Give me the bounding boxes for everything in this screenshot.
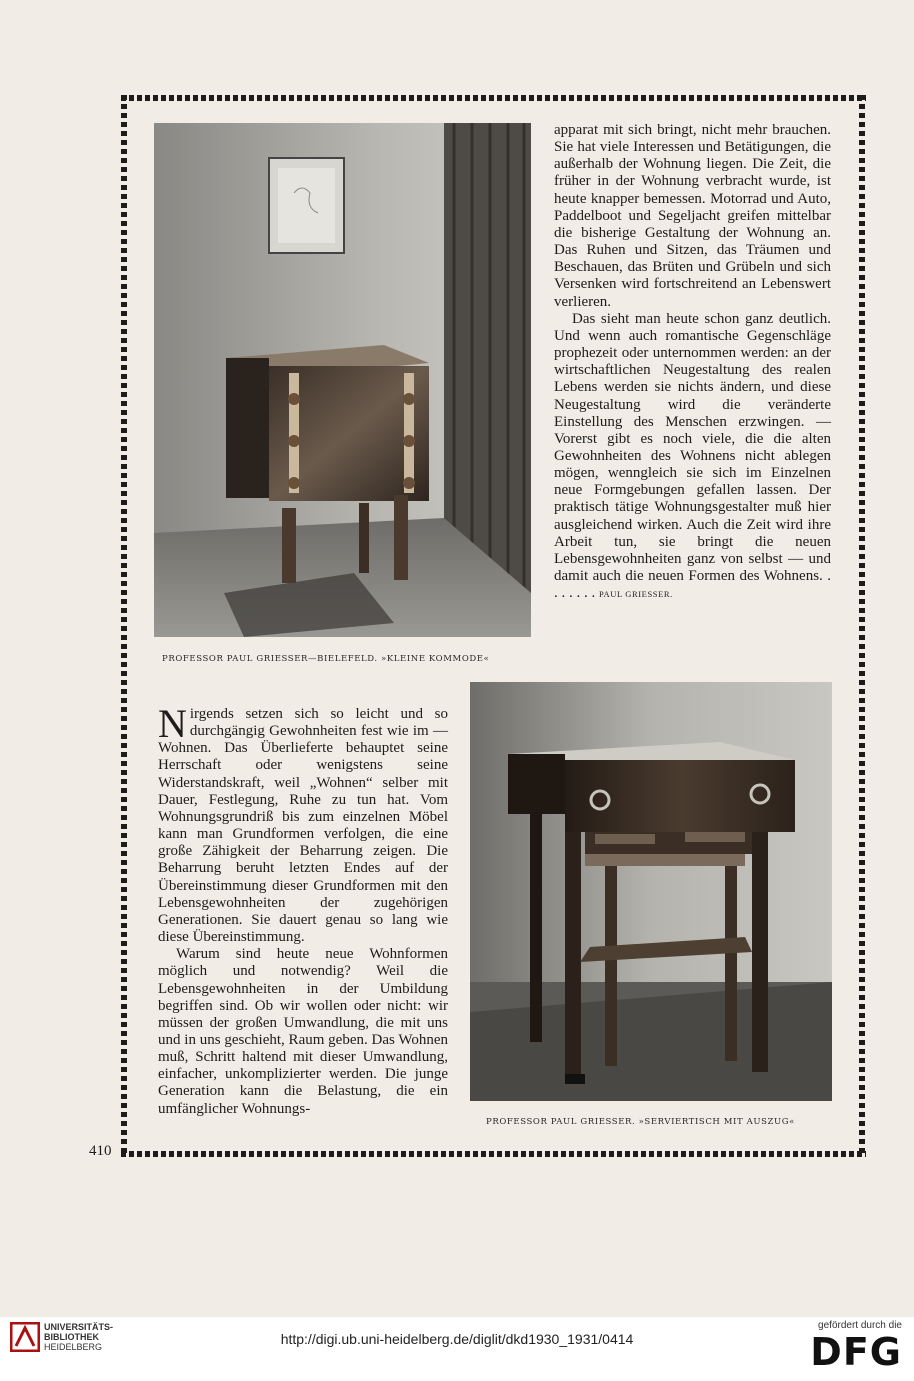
author-signature: PAUL GRIESSER. [599, 589, 673, 600]
dropcap: N [158, 701, 187, 746]
caption-kleine-kommode: PROFESSOR PAUL GRIESSER—BIELEFELD. »KLEINE KOMMODE« [162, 654, 490, 664]
right-paragraph-1: apparat mit sich bringt, nicht mehr brauchen. Sie hat viele Interessen und Betätigungen, die außerhalb der Wohnung liegen. Die Zeit, die früher in der Wohnung verbracht wurde, ist heute knapper bemessen. Motorrad und Auto, Paddelboot und Segeljacht greifen mittelbar die bisherige Gestaltung der Wohnung an. Das Ruhen und Sitzen, das Träumen und Beschauen, das Brüten und Grübeln und sich Versenken wird fortschreitend an Lebenswert verlieren. [554, 122, 831, 310]
left-paragraph-2: Warum sind heute neue Wohnformen möglich und notwendig? Weil die Lebensgewohnheiten in der Umbildung begriffen sind. Ob wir wollen oder nicht: wir müssen der großen Umwandlung, die mit uns und in uns geschieht, Raum geben. Das Wohnen muß, Schritt haltend mit dieser Umwandlung, einfacher, unkomplizierter werden. Die junge Generation kann die Belastung, die ein umfänglicher Wohnungs- [158, 946, 448, 1117]
funding-note: gefördert durch die [818, 1320, 902, 1331]
right-paragraph-2-text: Das sieht man heute schon ganz deutlich. Und wenn auch romantische Gegenschläge prophezeit oder unternommen werden: an der wirtschaftlichen Neugestaltung des realen Lebens werden sie nichts ändern, und diese Neugestaltung wird die veränderte Einstellung des Menschen erzwingen. — Vorerst gibt es noch viele, die die alten Gewohnheiten des Wohnens nicht ablegen mögen, wenngleich sie sich im Einzelnen neue Formgebungen gefallen lassen. Der praktisch tätige Wohnungsgestalter muß hier ausgleichend wirken. Auch die Zeit wird ihre Arbeit tun, sie bringt die neuen Lebensgewohnheiten ganz von selbst — und damit auch die neuen Formen des Wohnens. . . . . . . . [554, 310, 831, 602]
page-number: 410 [89, 1143, 112, 1159]
caption-serviertisch: PROFESSOR PAUL GRIESSER. »SERVIERTISCH MIT AUSZUG« [486, 1117, 795, 1127]
right-text-column [554, 122, 831, 603]
left-text-column [158, 701, 448, 1118]
right-paragraph-2 [554, 311, 831, 604]
library-line-2: BIBLIOTHEK [44, 1332, 99, 1342]
library-line-1: UNIVERSITÄTS- [44, 1322, 114, 1332]
source-url-link[interactable]: http://digi.ub.uni-heidelberg.de/diglit/dkd1930_1931/0414 [280, 1331, 634, 1347]
photo-serviertisch [470, 682, 832, 1101]
library-line-3: HEIDELBERG [44, 1342, 103, 1352]
top-border [121, 95, 866, 101]
photo-kleine-kommode [154, 123, 531, 637]
left-border [121, 95, 127, 1157]
left-paragraph-1-text: irgends setzen sich so leicht und so durchgängig Gewohnheiten fest wie im — Wohnen. Das Überlieferte behauptet seine Herrschaft oder wenigstens seine Widerstandskraft, weil „Wohnen“ selber mit Dauer, Festlegung, Ruhe zu tun hat. Vom Wohnungsgrundriß bis zum einzelnen Möbel kann man Grundformen verfolgen, die eine große Zähigkeit der Beharrung zeigen. Die Beharrung beruht letzten Endes auf der Übereinstimmung dieser Grundformen mit den Lebensgewohnheiten der zugehörigen Generationen. Sie dauert genau so lang wie diese Übereinstimmung. [158, 706, 448, 946]
left-paragraph-1 [158, 701, 448, 946]
bottom-border [121, 1151, 866, 1157]
right-border [859, 95, 865, 1157]
footer-bar [0, 1317, 914, 1381]
dfg-logo[interactable]: DFG [810, 1330, 902, 1374]
